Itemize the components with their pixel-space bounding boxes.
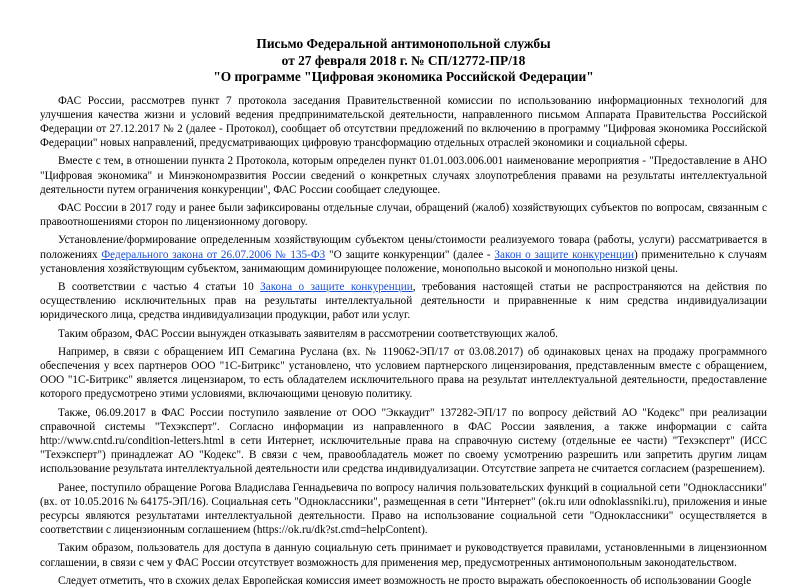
document-body	[40, 94, 767, 588]
paragraph-p11	[40, 574, 767, 588]
paragraph-text: Также, 06.09.2017 в ФАС России поступило заявление от ООО "Эккаудит" 137282-ЭП/17 по вопросу действий АО "Кодекс" при реализации справочной системы "Техэксперт". Согласно информации из направленного в ФАС России заявления, а также информации с сайта http://www.cntd.ru/condition-letters.html в сети Интернет, исключительные права на справочную систему (отдельные ее части) "Техэксперт" (ИСС "Техэксперт") принадлежат АО "Кодекс". В связи с чем, правообладатель может по своему усмотрению разрешить или запретить другим лицам использование результата интеллектуальной деятельности или средства индивидуализации. Отсутствие запрета не считается согласием (разрешением).	[40, 407, 767, 476]
title-line-3: "О программе "Цифровая экономика Российской Федерации"	[40, 69, 767, 86]
paragraph-text: Таким образом, пользователь для доступа в данную социальную сеть принимает и руководствуется правилами, установленными в лицензионном соглашении, в связи с чем у ФАС России отсутствует возможность для применения мер, предусмотренных антимонопольным законодательством.	[40, 542, 767, 568]
paragraph-p7	[40, 345, 767, 402]
paragraph-text: , требования настоящей статьи не распространяются на действия по осуществлению исключительных прав на результаты интеллектуальной деятельности и приравненные к ним средства индивидуализации юридического лица, средства индивидуализации продукции, работ или услуг.	[40, 281, 767, 321]
document-title	[40, 36, 767, 86]
paragraph-p6	[40, 327, 767, 341]
paragraph-p10	[40, 541, 767, 569]
paragraph-p5	[40, 280, 767, 323]
paragraph-text: ФАС России в 2017 году и ранее были зафиксированы отдельные случаи, обращений (жалоб) хозяйствующих субъектов по вопросам, связанным с правоотношениями сторон по лицензионному договору.	[40, 202, 767, 228]
paragraph-text: Вместе с тем, в отношении пункта 2 Протокола, которым определен пункт 01.01.003.006.001 наименование мероприятия - "Предоставление в АНО "Цифровая экономика" и Минэкономразвития России сведений о конкретных случаях злоупотребления правами на результаты интеллектуальной деятельности путем ограничения конкуренции", ФАС России сообщает следующее.	[40, 155, 767, 195]
paragraph-p4	[40, 233, 767, 276]
paragraph-text: В соответствии с частью 4 статьи 10	[58, 281, 260, 293]
law-link[interactable]: Закон о защите конкуренции	[494, 249, 634, 261]
paragraph-text: ФАС России, рассмотрев пункт 7 протокола заседания Правительственной комиссии по использованию информационных технологий для улучшения качества жизни и условий ведения предпринимательской деятельности, направленного письмом Аппарата Правительства Российской Федерации от 27.12.2017 № 2 (далее - Протокол), сообщает об отсутствии предложений по включению в программу "Цифровая экономика Российской Федерации" новых направлений, предусматривающих цифровую трансформацию отдельных отраслей экономики и социальной сферы.	[40, 95, 767, 150]
paragraph-p3	[40, 201, 767, 229]
law-link[interactable]: Закона о защите конкуренции	[260, 281, 413, 293]
paragraph-text: Ранее, поступило обращение Рогова Владислава Геннадьевича по вопросу наличия пользовательских функций в социальной сети "Одноклассники" (вх. от 10.05.2016 № 64175-ЭП/16). Социальная сеть "Одноклассники", размещенная в сети "Интернет" (ok.ru или odnoklassniki.ru), приложения и иные ресурсы являются результатами интеллектуальной деятельности. Право на использование социальной сети "Одноклассники" осуществляется в соответствии с лицензионным соглашением (https://ok.ru/dk?st.cmd=helpContent).	[40, 482, 767, 537]
paragraph-p1	[40, 94, 767, 151]
paragraph-text: Например, в связи с обращением ИП Семагина Руслана (вх. № 119062-ЭП/17 от 03.08.2017) об одинаковых ценах на продажу программного обеспечения у всех партнеров ООО "1С-Битрикс" установлено, что условием партнерского лицензирования, представленным вместе с обращением, ООО "1С-Битрикс" является лицензиаром, то есть обладателем исключительного права на результат интеллектуальной деятельности, предоставление которого предусмотрено этими условиями, включающими ценовую политику.	[40, 346, 767, 401]
paragraph-text: Установление/формирование определенным хозяйствующим субъектом цены/стоимости реализуемого товара (работы, услуги) рассматривается в положениях	[40, 234, 767, 260]
paragraph-p8	[40, 406, 767, 477]
law-link[interactable]: Федерального закона от 26.07.2006 № 135-ФЗ	[101, 249, 325, 261]
paragraph-text: Следует отметить, что в схожих делах Европейская комиссия имеет возможность не просто выражать обеспокоенность об использовании Google	[58, 575, 751, 587]
title-line-2: от 27 февраля 2018 г. № СП/12772-ПР/18	[40, 53, 767, 70]
paragraph-text: Таким образом, ФАС России вынужден отказывать заявителям в рассмотрении соответствующих жалоб.	[58, 328, 558, 340]
paragraph-p9	[40, 481, 767, 538]
title-line-1: Письмо Федеральной антимонопольной службы	[40, 36, 767, 53]
paragraph-text: "О защите конкуренции" (далее -	[325, 249, 494, 261]
paragraph-text: ) применительно к случаям установления хозяйствующим субъектом, занимающим доминирующее положение, монопольно высокой и монопольно низкой цены.	[40, 249, 767, 275]
paragraph-p2	[40, 154, 767, 197]
